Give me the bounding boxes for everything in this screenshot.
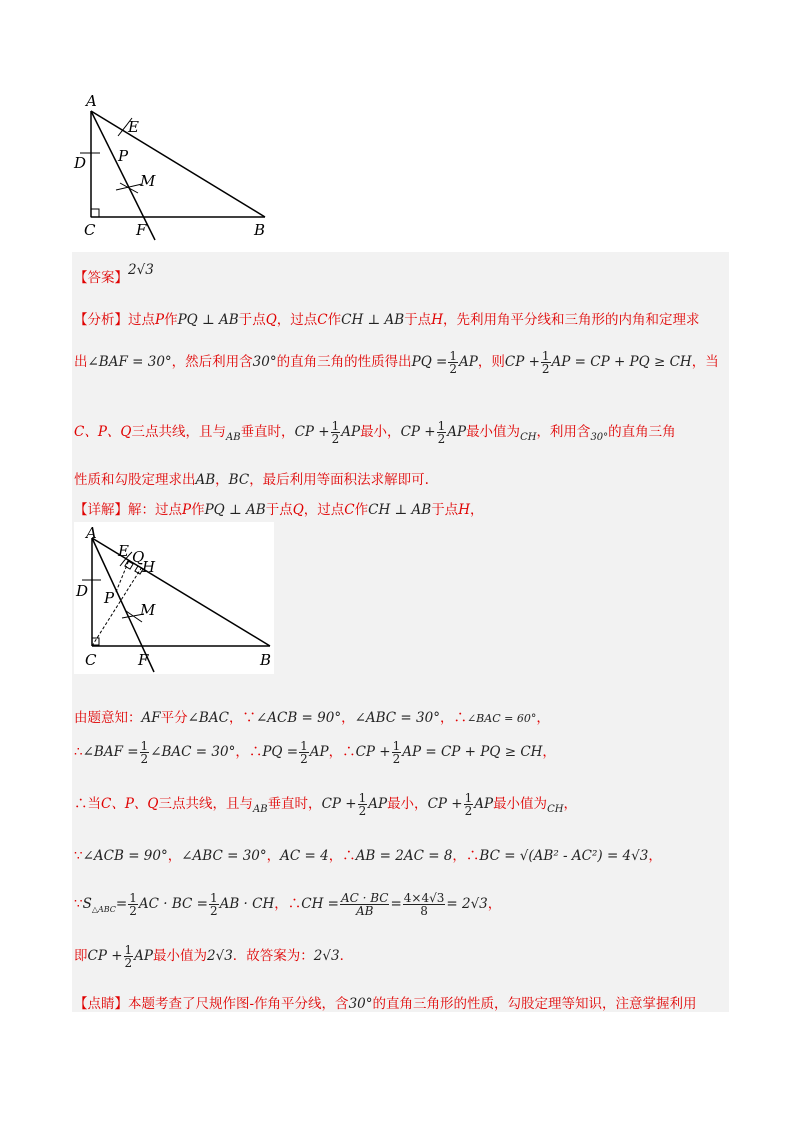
math: =	[390, 896, 402, 912]
math: 30°	[252, 354, 277, 370]
frac-den: 2	[331, 432, 340, 446]
text: 出	[74, 354, 88, 370]
text: 三点共线，且与	[131, 424, 226, 440]
fraction	[128, 892, 138, 917]
fig2-label-H: H	[142, 558, 156, 576]
comment-line	[74, 992, 697, 1012]
fraction	[340, 892, 390, 917]
math: AP	[474, 796, 494, 812]
text: ，	[487, 896, 502, 912]
analysis-line-3	[74, 420, 676, 445]
text: H	[458, 502, 470, 518]
text: 作	[327, 312, 342, 328]
solution-line-1	[74, 706, 550, 726]
text: ，利用含	[536, 424, 591, 440]
text: ，∴	[235, 744, 263, 760]
math: 2√3	[313, 948, 340, 964]
frac-num: 1	[300, 739, 308, 753]
text: 平分	[160, 710, 188, 726]
fig1-label-E: E	[128, 118, 139, 136]
text: ∴当	[74, 796, 101, 812]
triangle-figure-2	[74, 522, 274, 674]
frac-num: 1	[209, 891, 218, 905]
text: 垂直时，	[267, 796, 322, 812]
math: AP = CP + PQ ≥ CH	[402, 744, 543, 760]
triangle-figure-1	[70, 90, 290, 245]
fig1-label-F: F	[136, 221, 147, 239]
text: ，过点	[303, 502, 345, 518]
fraction	[358, 792, 368, 817]
text: 于点	[404, 312, 432, 328]
fig1-label-B: B	[254, 221, 266, 239]
text: 最小值为	[493, 796, 548, 812]
math: = 2√3	[446, 896, 488, 912]
text: 过点	[128, 312, 155, 328]
math: CP +	[87, 948, 123, 964]
frac-den: 2	[464, 804, 473, 818]
fraction	[437, 420, 447, 445]
math: CP +	[400, 424, 436, 440]
frac-num: 1	[437, 419, 446, 433]
text: 本题考查了尺规作图-作角平分线，含	[128, 996, 349, 1012]
math: PQ =	[262, 744, 299, 760]
text: ∵	[74, 848, 83, 864]
text: ，当	[691, 354, 719, 370]
text: ，	[167, 848, 182, 864]
math: CP +	[321, 796, 357, 812]
text: H	[431, 312, 443, 328]
text: Q	[292, 502, 304, 518]
math: CH ⊥ AB	[341, 312, 405, 328]
text: C、P、Q	[101, 796, 159, 812]
frac-num: 1	[464, 791, 473, 805]
frac-den: 2	[129, 904, 137, 918]
frac-num: 1	[124, 943, 133, 957]
fraction	[448, 350, 458, 375]
text: ，	[536, 710, 550, 726]
math: ∠BAC = 60°	[466, 712, 537, 725]
text: 垂直时，	[240, 424, 295, 440]
text: ，先利用角平分线和三角形的内角和定理求	[442, 312, 700, 328]
text: ，∴	[274, 896, 302, 912]
math: AF	[141, 710, 161, 726]
text: ，最后利用等面积法求解即可.	[249, 472, 429, 488]
fig2-label-E: E	[118, 542, 129, 560]
frac-den: 2	[140, 752, 149, 766]
text: 最小值为	[153, 948, 207, 964]
math: AB	[225, 432, 241, 443]
math: AP	[368, 796, 388, 812]
frac-den: 2	[392, 752, 401, 766]
math: CP +	[504, 354, 540, 370]
text: 于点	[431, 502, 459, 518]
text: ，然后利用含	[171, 354, 253, 370]
math: AC · BC =	[138, 896, 208, 912]
text: 最小，	[387, 796, 428, 812]
math: AB	[195, 472, 216, 488]
math: ∠BAF =	[82, 744, 139, 760]
frac-num: AC · BC	[340, 891, 389, 905]
math: 2√3	[207, 948, 233, 964]
fraction	[403, 892, 446, 917]
fig1-label-P: P	[118, 147, 129, 165]
math: ∠ABC = 30°	[181, 848, 267, 864]
solution-line-2	[74, 740, 556, 765]
text: 作	[164, 312, 178, 328]
fraction	[392, 740, 402, 765]
solution-line-4	[74, 844, 662, 864]
text: 最小值为	[466, 424, 521, 440]
frac-den: 2	[437, 432, 446, 446]
math: ∠ABC = 30°	[354, 710, 440, 726]
text: 的直角三角形的性质，勾股定理等知识，注意掌握利用	[372, 996, 697, 1012]
frac-den: 2	[300, 752, 308, 766]
text: ，	[341, 710, 355, 726]
text: ，∴	[452, 848, 480, 864]
text: 作	[191, 502, 205, 518]
comment-tag: 【点睛】	[74, 996, 128, 1012]
fig2-label-Q: Q	[132, 548, 145, 566]
text: ．故答案为：	[232, 948, 314, 964]
text: 于点	[238, 312, 266, 328]
text: 作	[354, 502, 369, 518]
fig2-label-C: C	[85, 651, 97, 669]
frac-den: 8	[420, 904, 428, 918]
math: 30°	[590, 432, 609, 443]
text: ，	[648, 848, 662, 864]
fraction	[464, 792, 474, 817]
fig2-label-D: D	[76, 582, 89, 600]
fraction	[124, 944, 134, 969]
text: C、P、Q	[74, 424, 132, 440]
math: CP +	[355, 744, 391, 760]
fraction	[299, 740, 309, 765]
frac-den: 2	[449, 362, 458, 376]
math: CH	[547, 804, 564, 815]
text: P	[155, 312, 165, 328]
text: 即	[74, 948, 88, 964]
fig2-label-A: A	[86, 524, 97, 542]
text: 最小，	[360, 424, 401, 440]
math: ∠BAF = 30°	[87, 354, 172, 370]
text: 性质和勾股定理求出	[74, 472, 196, 488]
frac-num: 1	[331, 419, 340, 433]
text: P	[182, 502, 192, 518]
math: AP	[309, 744, 329, 760]
frac-num: 1	[392, 739, 401, 753]
detail-line	[74, 498, 483, 518]
math: AB · CH	[219, 896, 275, 912]
text: ∵	[74, 896, 83, 912]
fraction	[541, 350, 551, 375]
text: C	[317, 312, 328, 328]
math: PQ ⊥ AB	[177, 312, 239, 328]
text: Q	[265, 312, 277, 328]
text: ，∴	[328, 848, 356, 864]
math: PQ =	[411, 354, 448, 370]
analysis-line-1	[74, 308, 699, 328]
fig1-label-A: A	[86, 92, 97, 110]
math: BC	[228, 472, 250, 488]
frac-num: 1	[449, 349, 458, 363]
frac-num: 1	[140, 739, 149, 753]
text: ，∵	[228, 710, 256, 726]
text: ，	[266, 848, 281, 864]
text: ，∴	[439, 710, 467, 726]
math: CH ⊥ AB	[368, 502, 432, 518]
text: ∴	[74, 744, 83, 760]
fig2-label-F: F	[138, 651, 149, 669]
frac-den: AB	[355, 904, 374, 918]
fig1-label-M: M	[140, 172, 156, 190]
math: AP	[459, 354, 478, 370]
answer-value: 2√3	[128, 262, 154, 278]
math: AP	[447, 424, 467, 440]
math: CP +	[427, 796, 463, 812]
analysis-tag: 【分析】	[74, 312, 128, 328]
math: AC = 4	[280, 848, 329, 864]
text: ，过点	[276, 312, 318, 328]
math: CH =	[301, 896, 339, 912]
text: 的直角三角的性质得出	[276, 354, 412, 370]
text: C	[344, 502, 355, 518]
math: CP +	[294, 424, 330, 440]
math: AP	[341, 424, 361, 440]
text: ，	[469, 502, 484, 518]
frac-num: 1	[129, 891, 137, 905]
text: 三点共线，且与	[158, 796, 253, 812]
math: S	[82, 896, 92, 912]
math: ∠ACB = 90°	[82, 848, 168, 864]
text: ．	[339, 948, 354, 964]
fig2-label-B: B	[260, 651, 272, 669]
solution-line-3	[74, 792, 577, 817]
math: PQ ⊥ AB	[204, 502, 266, 518]
text: 的直角三角	[608, 424, 676, 440]
text: ，则	[477, 354, 505, 370]
frac-den: 2	[124, 956, 133, 970]
fig2-label-P: P	[104, 589, 115, 607]
fig2-label-M: M	[140, 601, 156, 619]
math: AB = 2AC = 8	[355, 848, 453, 864]
frac-den: 2	[209, 904, 218, 918]
math: AB	[252, 804, 268, 815]
text: 解：过点	[128, 502, 182, 518]
text: ，	[542, 744, 556, 760]
analysis-line-2	[74, 350, 719, 375]
math: CH	[520, 432, 537, 443]
text: 由题意知：	[74, 710, 142, 726]
text: ，∴	[328, 744, 356, 760]
solution-line-5	[74, 892, 501, 917]
frac-num: 1	[541, 349, 550, 363]
math: ∠ACB = 90°	[255, 710, 342, 726]
text: ，	[215, 472, 229, 488]
text: ，	[563, 796, 577, 812]
fraction	[209, 892, 219, 917]
frac-num: 1	[358, 791, 367, 805]
frac-num: 4×4√3	[403, 891, 445, 905]
answer-line	[74, 262, 154, 286]
text: 于点	[265, 502, 293, 518]
math: ∠BAC	[187, 710, 229, 726]
math: 30°	[348, 996, 373, 1012]
math: AP = CP + PQ ≥ CH	[551, 354, 692, 370]
fig1-label-D: D	[74, 154, 87, 172]
fraction	[331, 420, 341, 445]
fraction	[140, 740, 150, 765]
frac-den: 2	[541, 362, 550, 376]
math: =	[115, 896, 128, 912]
math: AP	[134, 948, 153, 964]
math: △ABC	[91, 905, 116, 914]
math: BC = √(AB² - AC²) = 4√3	[479, 848, 649, 864]
detail-tag: 【详解】	[74, 502, 128, 518]
solution-line-6	[74, 944, 353, 969]
fig1-label-C: C	[84, 221, 96, 239]
answer-tag: 【答案】	[74, 270, 128, 286]
analysis-line-4	[74, 468, 429, 488]
frac-den: 2	[358, 804, 367, 818]
math: ∠BAC = 30°	[150, 744, 236, 760]
